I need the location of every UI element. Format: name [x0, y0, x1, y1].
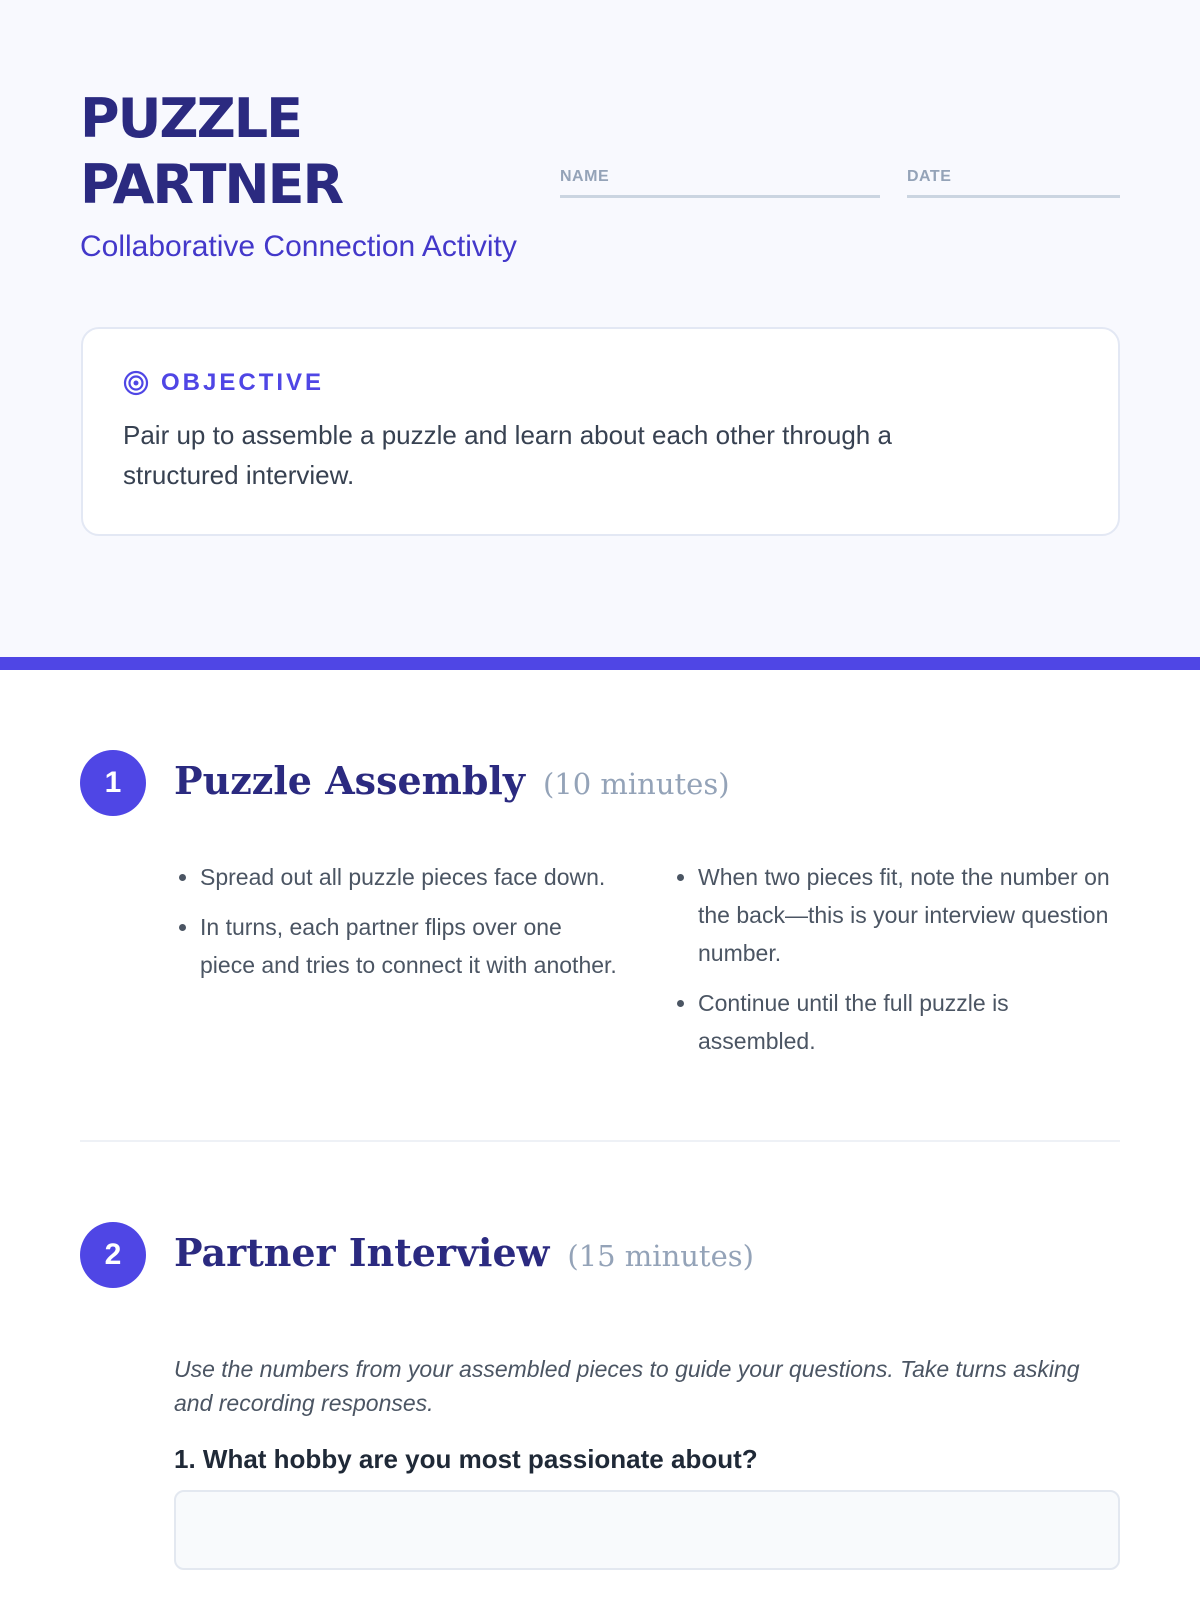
step-number-badge: 1 [80, 750, 146, 816]
objective-header [123, 369, 1078, 397]
list-item: • When two pieces fit, note the number on the back—this is your interview question number. [698, 858, 1120, 972]
section-title [174, 1230, 754, 1275]
list-item: • Continue until the full puzzle is assembled. [698, 984, 1120, 1060]
name-field-label: NAME [560, 168, 610, 185]
section-title-text: Puzzle Assembly [174, 758, 525, 803]
list-item: • Spread out all puzzle pieces face down. [200, 858, 622, 896]
instruction-column-right [672, 858, 1120, 1072]
objective-label: OBJECTIVE [161, 369, 325, 396]
date-field[interactable] [907, 166, 1120, 198]
page-subtitle: Collaborative Connection Activity [80, 230, 517, 263]
section-partner-interview [80, 1222, 1120, 1592]
title-line-2: PARTNER [80, 153, 343, 216]
page-title [80, 86, 440, 218]
accent-divider [0, 657, 1200, 670]
question-label: 1. What hobby are you most passionate about? [174, 1444, 758, 1474]
section-duration: (15 minutes) [567, 1239, 754, 1273]
instruction-column-left [174, 858, 622, 1072]
list-item: • In turns, each partner flips over one piece and tries to connect it with another. [200, 908, 622, 984]
interview-instructions: Use the numbers from your assembled pieces to guide your questions. Take turns asking and recording responses. [174, 1356, 1080, 1416]
instruction-list [174, 858, 1120, 1072]
date-field-label: DATE [907, 168, 952, 185]
title-line-1: PUZZLE [80, 87, 302, 150]
name-field[interactable] [560, 166, 880, 198]
section-title-text: Partner Interview [174, 1230, 550, 1275]
target-icon [123, 370, 149, 396]
section-puzzle-assembly [80, 750, 1120, 1090]
section-duration: (10 minutes) [542, 767, 730, 801]
header [0, 0, 1200, 657]
objective-text: Pair up to assemble a puzzle and learn about each other through a structured interview. [123, 420, 892, 490]
section-title [174, 758, 730, 803]
answer-field[interactable] [174, 1490, 1120, 1570]
step-number-badge: 2 [80, 1222, 146, 1288]
section-divider [80, 1140, 1120, 1142]
objective-card [81, 327, 1120, 536]
